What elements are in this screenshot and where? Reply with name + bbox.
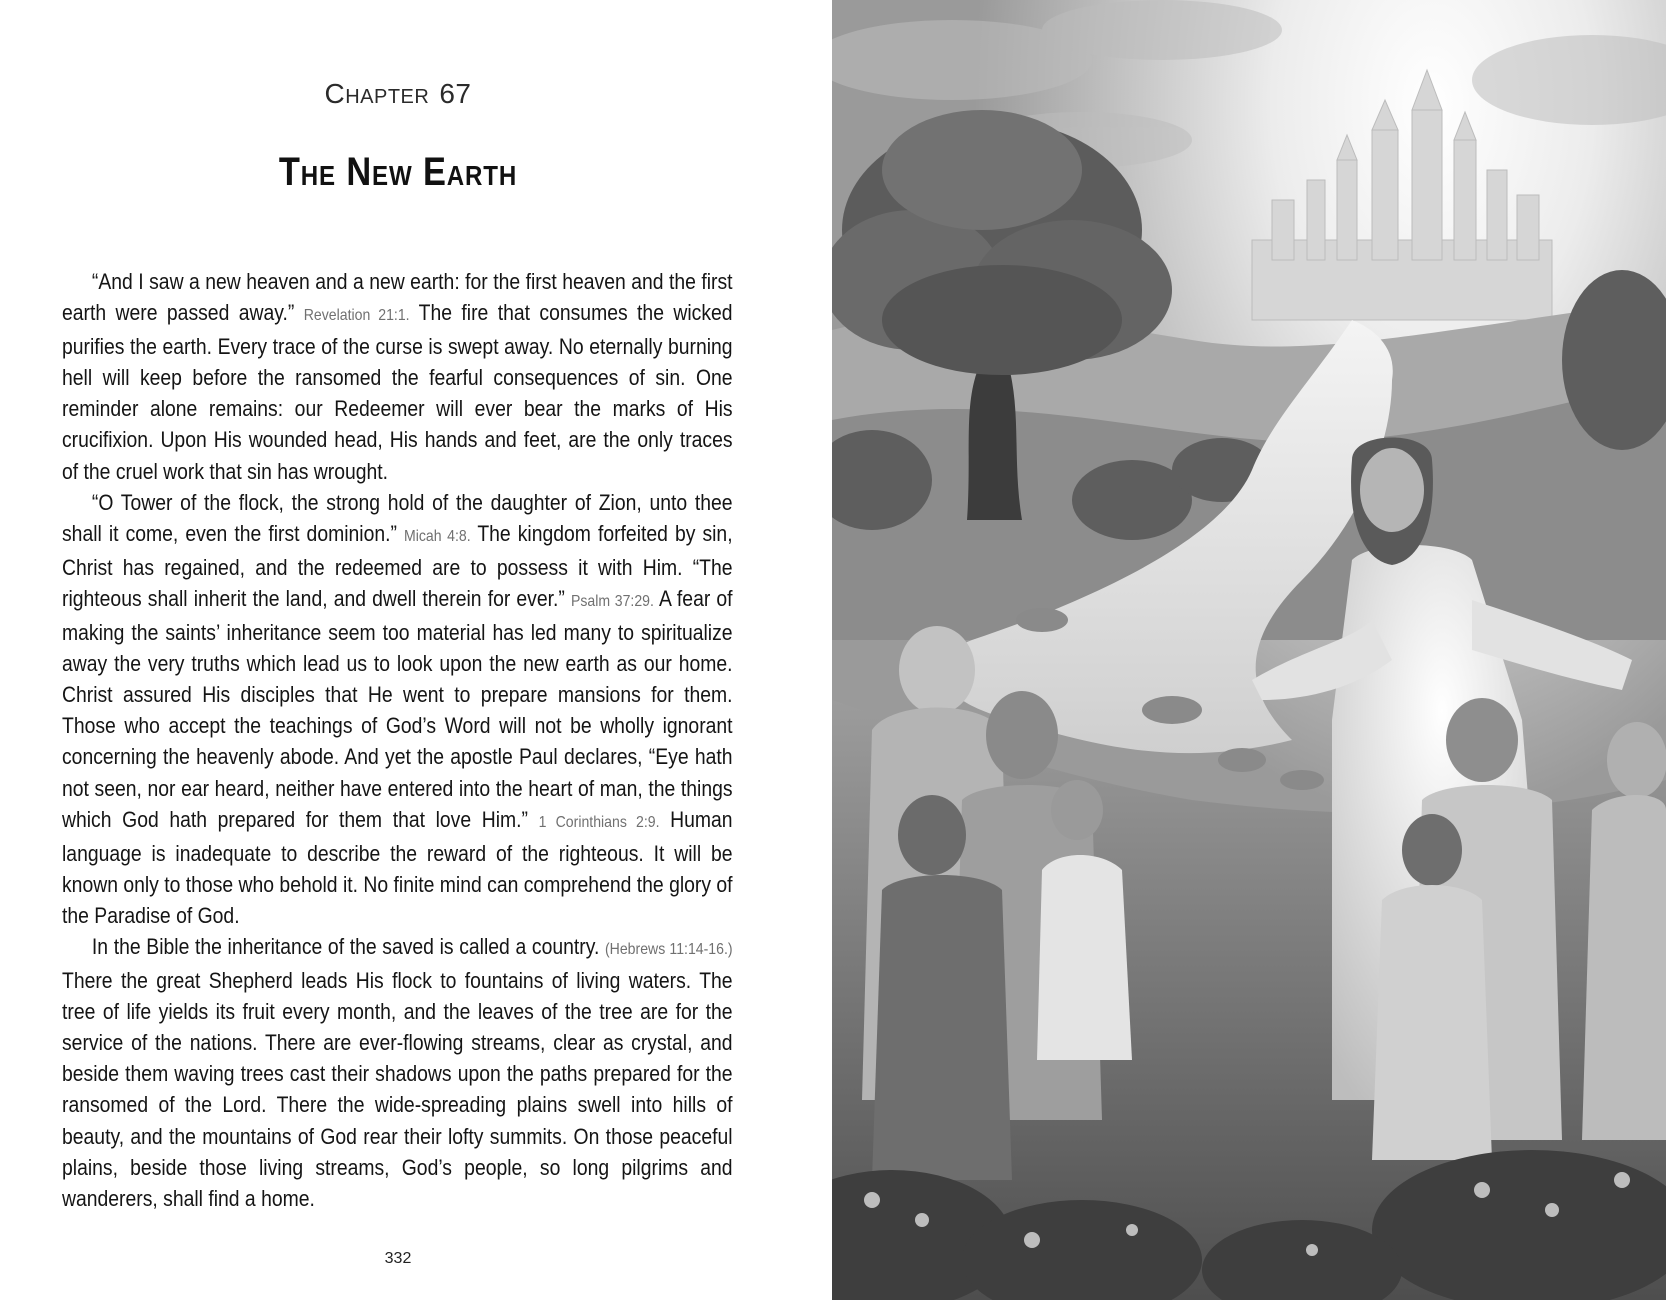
illustration-page bbox=[832, 0, 1666, 1300]
chapter-label bbox=[0, 78, 796, 110]
paragraph-container bbox=[62, 266, 733, 1214]
scripture-reference: 1 Corinthians 2:9. bbox=[538, 813, 660, 831]
scripture-reference: Micah 4:8. bbox=[404, 527, 471, 545]
chapter-number: 67 bbox=[439, 78, 472, 109]
paragraph bbox=[62, 931, 733, 1214]
paragraph-text: There the great Shepherd leads His flock to fountains of living waters. The tree of life yields its fruit every month, and the leaves of the tree are for the service of the nations. There are ever-flowing streams, clear as crystal, and beside them waving trees cast their shadows upon the paths prepared for the ransomed of the Lord. There the wide-spreading plains swell into hills of beauty, and the mountains of God rear their lofty summits. On those peaceful plains, beside those living streams, God’s people, so long pilgrims and wanderers, shall find a home. bbox=[62, 968, 733, 1211]
scripture-reference: (Hebrews 11:14-16.) bbox=[604, 940, 733, 958]
new-earth-illustration bbox=[832, 0, 1666, 1300]
text-page bbox=[0, 0, 832, 1300]
scripture-reference: Psalm 37:29. bbox=[570, 592, 654, 610]
paragraph-text: “And I saw a new heaven and a new earth: for the first heaven and the first earth were passed away.” bbox=[62, 269, 733, 326]
paragraph-text: The fire that consumes the wicked purifies the earth. Every trace of the curse is swept away. No eternally burning hell will keep before the ransomed the fearful consequences of sin. One reminder alone remains: our Redeemer will ever bear the marks of His crucifixion. Upon His wounded head, His hands and feet, are the only traces of the cruel work that sin has wrought. bbox=[62, 300, 733, 484]
body-text bbox=[62, 266, 732, 1214]
paragraph-text: The kingdom forfeited by sin, Christ has regained, and the redeemed are to possess it with Him. “The righteous shall inherit the land, and dwell therein for ever.” bbox=[62, 520, 733, 611]
paragraph bbox=[62, 487, 733, 931]
scripture-reference: Revelation 21:1. bbox=[303, 307, 410, 325]
paragraph-text: A fear of making the saints’ inheritance seem too material has led many to spiritualize away the very truths which lead us to look upon the new earth as our home. Christ assured His disciples that He went to prepare mansions for them. Those who accept the teachings of God’s Word will not be wholly ignorant concerning the heavenly abode. And yet the apostle Paul declares, “Eye hath not seen, nor ear heard, neither have entered into the heart of man, the things which God hath prepared for them that love Him.” bbox=[62, 585, 733, 832]
paragraph bbox=[62, 266, 733, 487]
paragraph-text: In the Bible the inheritance of the saved is called a country. bbox=[91, 933, 605, 959]
paragraph-text: “O Tower of the flock, the strong hold of the daughter of Zion, unto thee shall it come, even the first dominion.” bbox=[62, 489, 733, 546]
chapter-title: The New Earth bbox=[278, 150, 518, 194]
page-number: 332 bbox=[384, 1250, 412, 1267]
paragraph-text: Human language is inadequate to describe the reward of the righteous. It will be known only to those who behold it. No finite mind can comprehend the glory of the Paradise of God. bbox=[62, 806, 733, 928]
chapter-word: Chapter bbox=[324, 78, 430, 109]
